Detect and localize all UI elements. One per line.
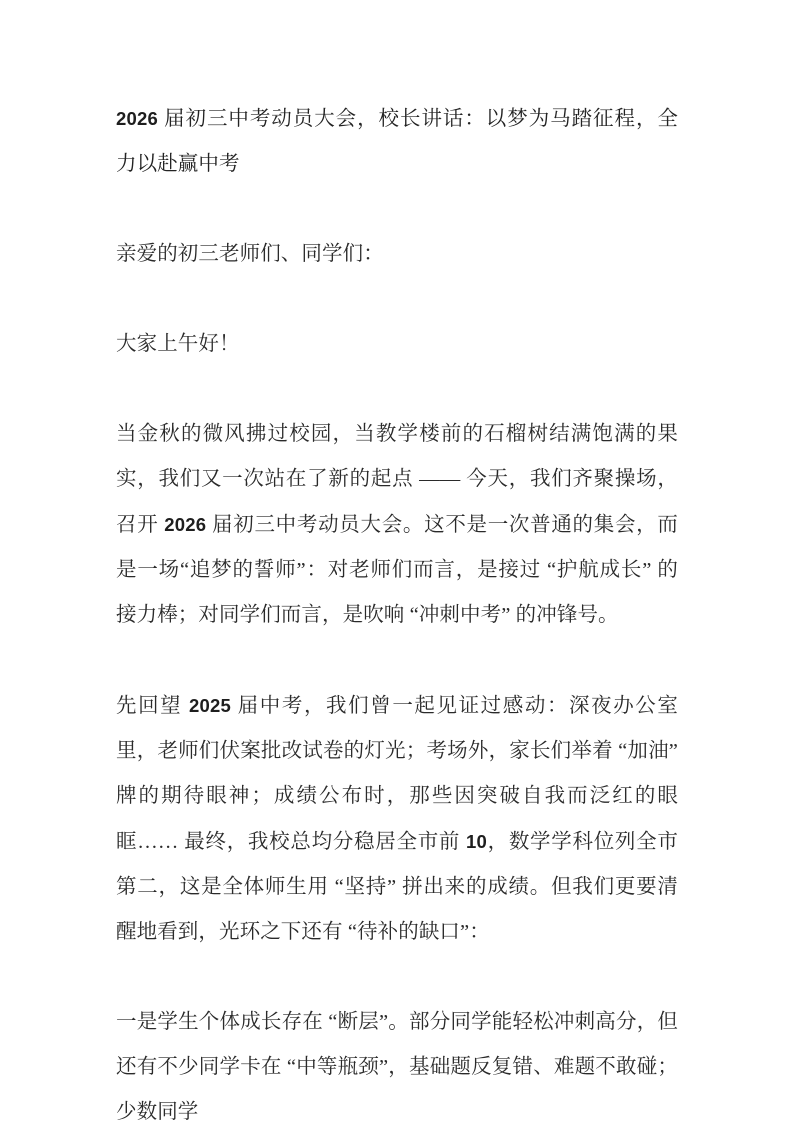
paragraph-opening: 当金秋的微风拂过校园，当教学楼前的石榴树结满饱满的果实，我们又一次站在了新的起点 —— 今天，我们齐聚操场，召开 2026 届初三中考动员大会。这不是一次普通的集会，而是一场“追梦的誓师”：对老师们而言，是接过 “护航成长” 的接力棒；对同学们而言，是吹响 “冲刺中考” 的冲锋号。: [116, 423, 678, 626]
document-body: [116, 96, 684, 1122]
paragraph-review-2025: 先回望 2025 届中考，我们曾一起见证过感动：深夜办公室里，老师们伏案批改试卷的灯光；考场外，家长们举着 “加油” 牌的期待眼神；成绩公布时，那些因突破自我而泛红的眼眶…… 最终，我校总均分稳居全市前 10，数学学科位列全市第二，这是全体师生用 “坚持” 拼出来的成绩。但我们更要清醒地看到，光环之下还有 “待补的缺口”：: [116, 695, 684, 943]
document-title: 2026 届初三中考动员大会，校长讲话：以梦为马踏征程，全力以赴赢中考: [116, 108, 678, 175]
paragraph-salutation: 亲爱的初三老师们、同学们：: [116, 243, 384, 265]
inline-number: 10: [466, 831, 487, 852]
paragraph-gap-one: 一是学生个体成长存在 “断层”。部分同学能轻松冲刺高分，但还有不少同学卡在 “中等瓶颈”，基础题反复错、难题不敢碰；少数同学: [116, 1011, 678, 1122]
paragraph-greeting: 大家上午好！: [116, 333, 240, 355]
inline-number: 2025: [189, 695, 231, 716]
inline-number: 2026: [164, 514, 207, 535]
inline-number: 2026: [116, 108, 158, 129]
